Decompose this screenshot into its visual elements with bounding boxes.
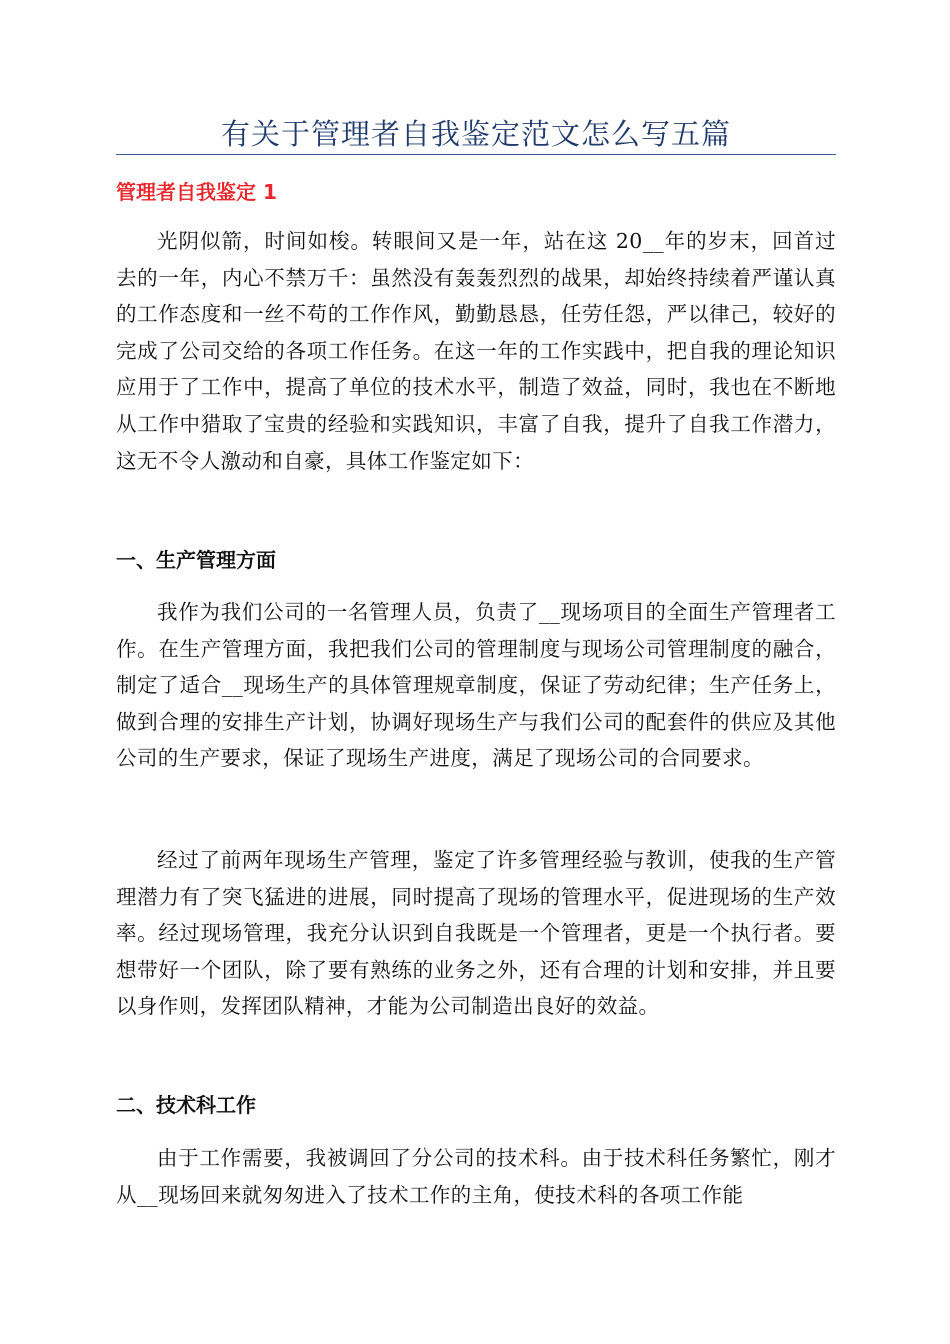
document-title: 有关于管理者自我鉴定范文怎么写五篇 — [220, 117, 731, 151]
subheading-production: 一、生产管理方面 — [116, 548, 276, 572]
production-paragraph-2: 经过了前两年现场生产管理，鉴定了许多管理经验与教训，使我的生产管理潜力有了突飞猛进的进展，同时提高了现场的管理水平，促进现场的生产效率。经过现场管理，我充分认识到自我既是一个管理者，更是一个执行者。要想带好一个团队，除了要有熟练的业务之外，还有合理的计划和安排，并且要以身作则，发挥团队精神，才能为公司制造出良好的效益。 — [116, 848, 836, 1019]
intro-paragraph: 光阴似箭，时间如梭。转眼间又是一年，站在这 20__年的岁末，回首过去的一年，内心不禁万千：虽然没有轰轰烈烈的战果，却始终持续着严谨认真的工作态度和一丝不苟的工作作风，勤勤恳恳，任劳任怨，严以律己，较好的完成了公司交给的各项工作任务。在这一年的工作实践中，把自我的理论知识应用于了工作中，提高了单位的技术水平，制造了效益，同时，我也在不断地从工作中猎取了宝贵的经验和实践知识，丰富了自我，提升了自我工作潜力，这无不令人激动和自豪，具体工作鉴定如下： — [116, 229, 836, 473]
subheading-tech: 二、技术科工作 — [116, 1093, 256, 1117]
title-underline — [116, 154, 836, 155]
production-paragraph-1: 我作为我们公司的一名管理人员，负责了__现场项目的全面生产管理者工作。在生产管理方面，我把我们公司的管理制度与现场公司管理制度的融合，制定了适合__现场生产的具体管理规章制度，保证了劳动纪律；生产任务上，做到合理的安排生产计划，协调好现场生产与我们公司的配套件的供应及其他公司的生产要求，保证了现场生产进度，满足了现场公司的合同要求。 — [116, 600, 836, 771]
tech-paragraph: 由于工作需要，我被调回了分公司的技术科。由于技术科任务繁忙，刚才从__现场回来就匆匆进入了技术工作的主角，使技术科的各项工作能 — [116, 1146, 836, 1207]
section-heading: 管理者自我鉴定 1 — [116, 180, 277, 204]
